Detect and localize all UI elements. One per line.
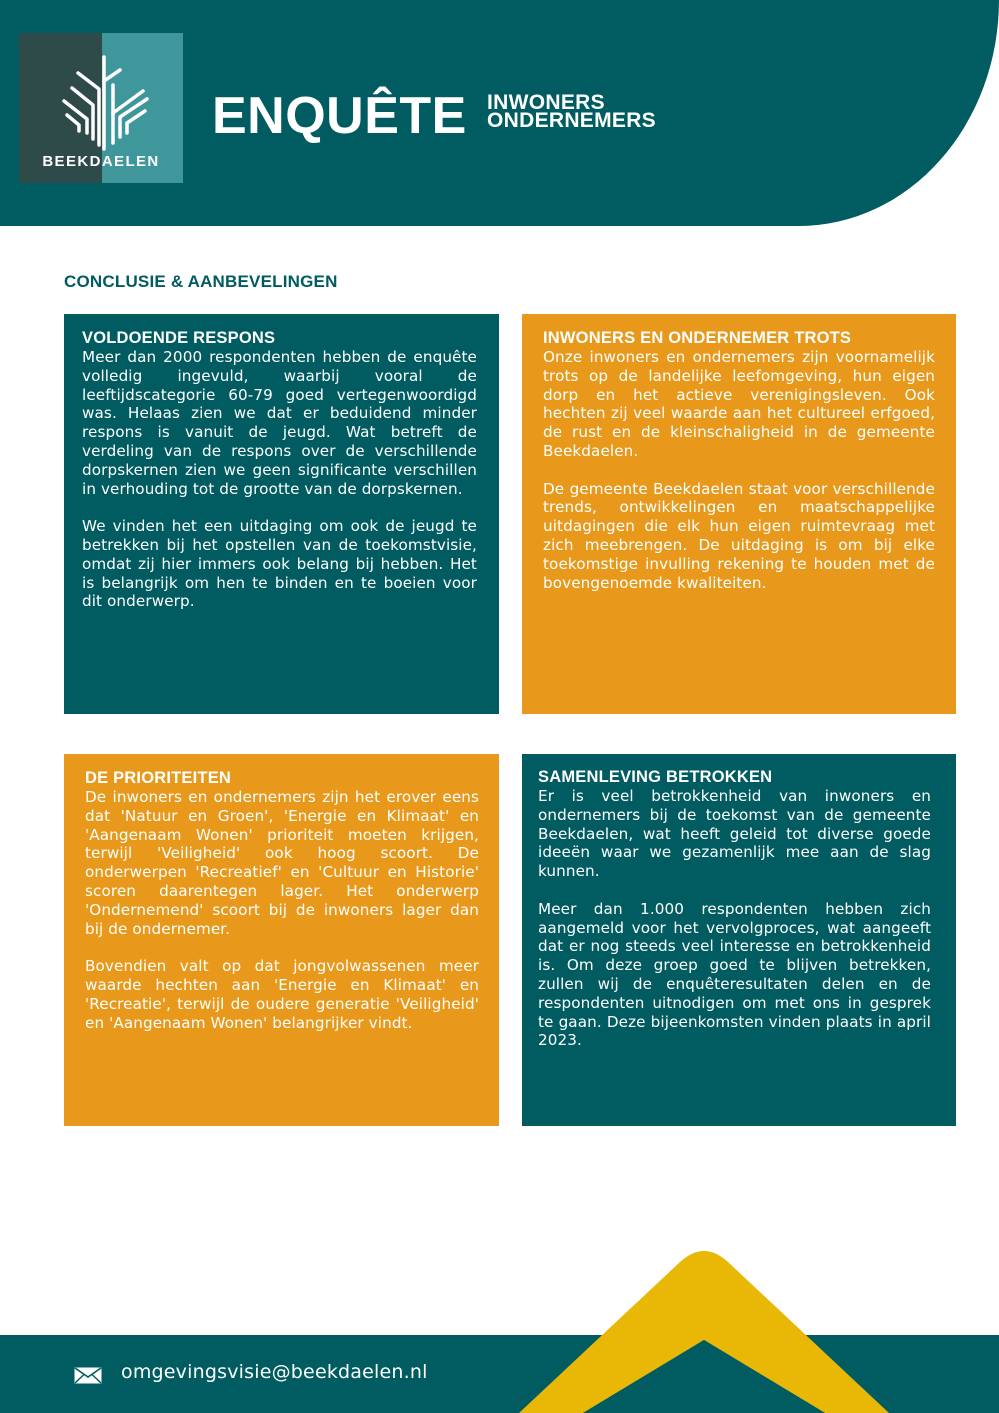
logo-wordmark: BEEKDAELEN <box>42 153 160 170</box>
section-title: CONCLUSIE & AANBEVELINGEN <box>64 272 338 291</box>
card-paragraph: De gemeente Beekdaelen staat voor verschillende trends, ontwikkelingen en maatschappelijke uitdagingen die elk hun eigen ruimtevraag met zich meebrengen. De uitdaging is om bij elke toekomstige invulling rekening te houden met de bovengenoemde kwaliteiten. <box>543 479 935 592</box>
page-subtitle <box>487 91 656 132</box>
card-paragraph: Bovendien valt op dat jongvolwassenen meer waarde hechten aan 'Energie en Klimaat' en 'Recreatie', terwijl de oudere generatie 'Veiligheid' en 'Aangenaam Wonen' belangrijker vindt. <box>85 957 479 1032</box>
card-paragraph: We vinden het een uitdaging om ook de jeugd te betrekken bij het opstellen van de toekomstvisie, omdat zij hier immers ook belang bij hebben. Het is belangrijk om hen te binden en te boeien voor dit onderwerp. <box>82 517 477 611</box>
card-title: SAMENLEVING BETROKKEN <box>538 768 773 786</box>
subtitle-line-2: ONDERNEMERS <box>487 109 656 132</box>
page-title: ENQUÊTE <box>212 87 467 145</box>
card-inwoners-trots <box>522 314 956 714</box>
card-title: INWONERS EN ONDERNEMER TROTS <box>543 329 852 347</box>
card-prioriteiten <box>64 754 499 1126</box>
card-paragraph: Er is veel betrokkenheid van inwoners en ondernemers bij de toekomst van de gemeente Beekdaelen, wat heeft geleid tot diverse goede ideeën waar we gezamenlijk mee aan de slag kunnen. <box>538 787 931 881</box>
card-paragraph: Meer dan 1.000 respondenten hebben zich aangemeld voor het vervolgproces, wat aangeeft dat er nog steeds veel interesse en betrokkenheid is. Om deze groep goed te blijven betrekken, zullen wij de enquêteresultaten delen en de respondenten uitnodigen om met ons in gesprek te gaan. Deze bijeenkomsten vinden plaats in april 2023. <box>538 899 931 1050</box>
card-paragraph: Meer dan 2000 respondenten hebben de enquête volledig ingevuld, waarbij vooral de leeftijdscategorie 60-79 goed vertegenwoordigd was. Helaas zien we dat er beduidend minder respons is vanuit de jeugd. Wat betreft de verdeling van de respons over de verschillende dorpskernen zien we geen significante verschillen in verhouding tot de grootte van de dorpskernen. <box>82 348 477 498</box>
card-samenleving-betrokken <box>522 754 956 1126</box>
card-paragraph: De inwoners en ondernemers zijn het erover eens dat 'Natuur en Groen', 'Energie en Klimaat' en 'Aangenaam Wonen' prioriteit moeten krijgen, terwijl 'Veiligheid' ook hoog scoort. De onderwerpen 'Recreatief' en 'Cultuur en Historie' scoren daarentegen lager. Het onderwerp 'Ondernemend' scoort bij de inwoners lager dan bij de ondernemer. <box>85 788 479 938</box>
mail-icon <box>74 1367 102 1384</box>
card-title: VOLDOENDE RESPONS <box>82 329 276 347</box>
beekdaelen-logo <box>19 33 183 183</box>
email-link[interactable]: omgevingsvisie@beekdaelen.nl <box>121 1361 428 1383</box>
card-paragraph: Onze inwoners en ondernemers zijn voornamelijk trots op de landelijke leefomgeving, hun eigen dorp en het actieve verenigingsleven. Ook hechten zij veel waarde aan het cultureel erfgoed, de rust en de kleinschaligheid in de gemeente Beekdaelen. <box>543 348 935 460</box>
subtitle-line-1: INWONERS <box>487 91 605 114</box>
card-voldoende-respons <box>64 314 499 714</box>
card-title: DE PRIORITEITEN <box>85 769 232 787</box>
